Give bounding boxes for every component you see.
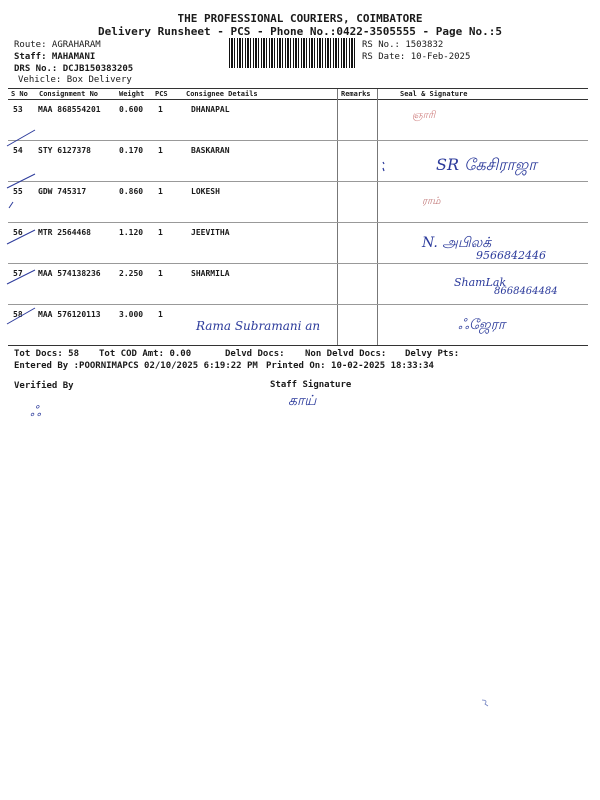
tick-mark-icon [5, 194, 39, 212]
verified-by-label: Verified By [14, 381, 74, 391]
tick-mark-icon [5, 128, 39, 150]
cell-sno: 53 [13, 105, 23, 114]
cell-sno: 54 [13, 146, 23, 155]
col-header-consignee: Consignee Details [186, 90, 258, 98]
col-header-pcs: PCS [155, 90, 168, 98]
table-bottom-border [8, 345, 588, 346]
handwritten-signature: N. அபிலக் [422, 235, 492, 251]
route-label: Route: AGRAHARAM [14, 40, 101, 50]
cell-pcs: 1 [158, 228, 163, 237]
cell-sno: 57 [13, 269, 23, 278]
cell-consignee: BASKARAN [191, 146, 230, 155]
handwritten-consignee: Rama Subramani an [196, 319, 321, 333]
delivery-points: Delvy Pts: [405, 349, 460, 359]
handwritten-signature: ஞாரி [412, 110, 436, 121]
non-delivered-docs: Non Delvd Docs: [305, 349, 387, 359]
handwritten-phone: 9566842446 [476, 249, 546, 262]
handwritten-phone: 8668464484 [494, 286, 558, 297]
handwritten-signature: ஃஜேரா [458, 317, 506, 333]
cell-consignment: GDW 745317 [38, 187, 87, 196]
tick-mark-icon [5, 304, 39, 328]
rs-date: RS Date: 10-Feb-2025 [362, 52, 471, 62]
col-header-sno: S No [11, 90, 28, 98]
cell-pcs: 1 [158, 105, 163, 114]
handwritten-signature: SR கேசிராஜா [436, 155, 537, 174]
cell-sno: 56 [13, 228, 23, 237]
printed-on: Printed On: 10-02-2025 18:33:34 [266, 361, 434, 371]
cell-sno: 58 [13, 310, 23, 319]
table-row [0, 223, 600, 263]
cell-consignee: LOKESH [191, 187, 220, 196]
cell-sno: 55 [13, 187, 23, 196]
cell-consignment: MAA 576120113 [38, 310, 101, 319]
cell-weight: 2.250 [119, 269, 144, 278]
tick-mark-icon [5, 266, 39, 288]
col-header-consignment: Consignment No [39, 90, 99, 98]
rs-number: RS No.: 1503832 [362, 40, 444, 50]
cell-consignment: MAA 574138236 [38, 269, 101, 278]
cell-weight: 0.600 [119, 105, 144, 114]
total-cod-amount: Tot COD Amt: 0.00 [99, 349, 192, 359]
col-header-seal-signature: Seal & Signature [400, 90, 468, 98]
company-title: THE PROFESSIONAL COURIERS, COIMBATORE [177, 12, 423, 25]
sheet-title: Delivery Runsheet - PCS - Phone No.:0422-3505555 - Page No.:5 [98, 25, 502, 38]
ink-mark-icon [380, 160, 388, 174]
verified-signature: ஃ [30, 404, 41, 420]
handwritten-signature: ராம் [422, 196, 441, 207]
staff-signature: காய் [288, 393, 317, 409]
cell-weight: 3.000 [119, 310, 144, 319]
cell-pcs: 1 [158, 269, 163, 278]
barcode-icon [229, 38, 355, 68]
cell-consignment: STY 6127378 [38, 146, 91, 155]
handwritten-name: ShamLak [454, 276, 507, 289]
drs-number: DRS No.: DCJB150383205 [14, 64, 134, 74]
cell-pcs: 1 [158, 187, 163, 196]
tick-mark-icon [5, 226, 39, 248]
col-header-remarks: Remarks [341, 90, 371, 98]
cell-consignee: SHARMILA [191, 269, 230, 278]
cell-consignee: JEEVITHA [191, 228, 230, 237]
table-row [0, 100, 600, 140]
table-row [0, 305, 600, 345]
cell-consignee: DHANAPAL [191, 105, 230, 114]
tick-mark-icon [5, 170, 39, 192]
table-top-border [8, 88, 588, 89]
col-header-weight: Weight [119, 90, 145, 98]
delivered-docs: Delvd Docs: [225, 349, 285, 359]
staff-signature-label: Staff Signature [270, 380, 352, 390]
staff-label: Staff: MAHAMANI [14, 52, 96, 62]
entered-by: Entered By :POORNIMAPCS 02/10/2025 6:19:22 PM [14, 361, 258, 371]
stray-mark-icon [480, 698, 490, 708]
total-docs: Tot Docs: 58 [14, 349, 80, 359]
cell-pcs: 1 [158, 146, 163, 155]
table-row [0, 141, 600, 181]
table-row [0, 264, 600, 304]
vehicle-label: Vehicle: Box Delivery [18, 75, 132, 85]
cell-pcs: 1 [158, 310, 163, 319]
cell-consignment: MTR 2564468 [38, 228, 91, 237]
table-row [0, 182, 600, 222]
cell-consignment: MAA 868554201 [38, 105, 101, 114]
cell-weight: 1.120 [119, 228, 144, 237]
cell-weight: 0.170 [119, 146, 144, 155]
cell-weight: 0.860 [119, 187, 144, 196]
